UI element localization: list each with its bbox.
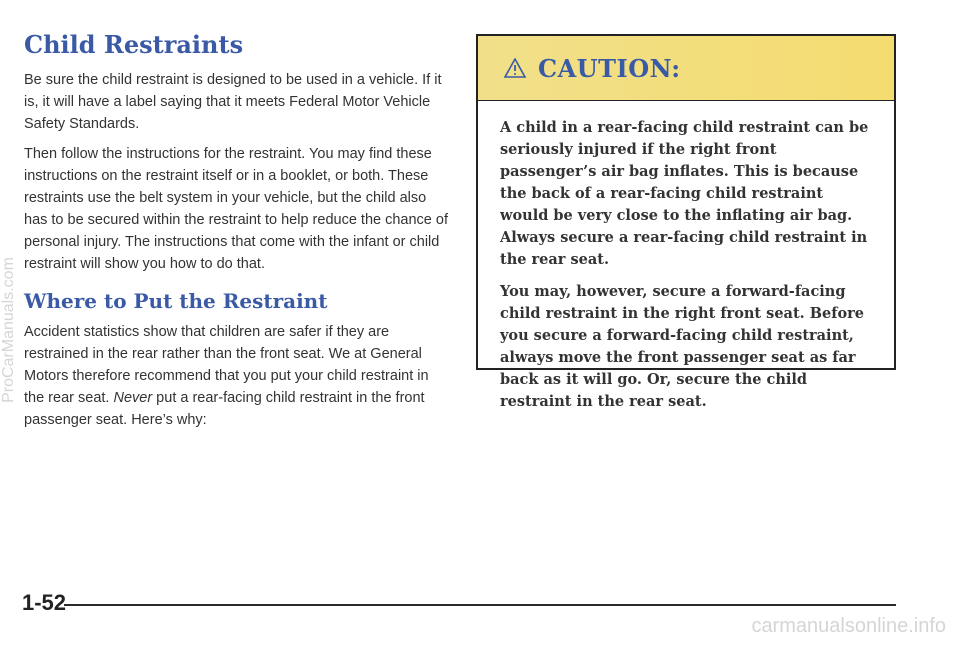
caution-paragraph-2: You may, however, secure a forward-facing child restraint in the right front seat. Before you secure a forward-facing child restraint, always move the front passenger seat as far back as it will go. Or, secure the child restraint in the rear seat. (500, 283, 864, 410)
caution-box (476, 34, 896, 410)
bottom-watermark: carmanualsonline.info (751, 615, 946, 637)
caution-header (478, 36, 894, 101)
section-heading: Where to Put the Restraint (24, 289, 328, 313)
page-number: 1-52 (22, 590, 67, 615)
placement-text-a: Accident statistics show that children are safer if they are restrained in the rear rather than the front seat. We at General Motors therefore recommend that you put your child restraint in the rear seat. (24, 324, 429, 406)
footer-rule (64, 604, 896, 606)
caution-paragraph-1: A child in a rear-facing child restraint can be seriously injured if the right front passenger’s air bag inflates. This is because the back of a rear-facing child restraint would be very close to the inflating air bag. Always secure a rear-facing child restraint in the rear seat. (500, 119, 869, 268)
intro-paragraph: Be sure the child restraint is designed to be used in a vehicle. If it is, it will have a label saying that it meets Federal Motor Vehicle Safety Standards. (24, 72, 442, 132)
warning-triangle-icon (504, 58, 526, 78)
caution-title: CAUTION: (538, 53, 681, 83)
left-column (24, 30, 449, 439)
placement-paragraph (24, 321, 449, 431)
side-watermark (0, 200, 18, 460)
instructions-paragraph: Then follow the instructions for the restraint. You may find these instructions on the restraint itself or in a booklet, or both. These restraints use the belt system in your vehicle, but the child also has to be secured within the restraint to help reduce the chance of personal injury. The instructions that come with the infant or child restraint will show you how to do that. (24, 146, 448, 272)
caution-body (478, 101, 894, 413)
side-watermark-text: ProCarManuals.com (0, 257, 18, 403)
page-title: Child Restraints (24, 30, 244, 59)
placement-emphasis: Never (113, 390, 153, 406)
placement-text-b: put a rear-facing child restraint in the front passenger seat. Here’s why: (24, 390, 425, 428)
